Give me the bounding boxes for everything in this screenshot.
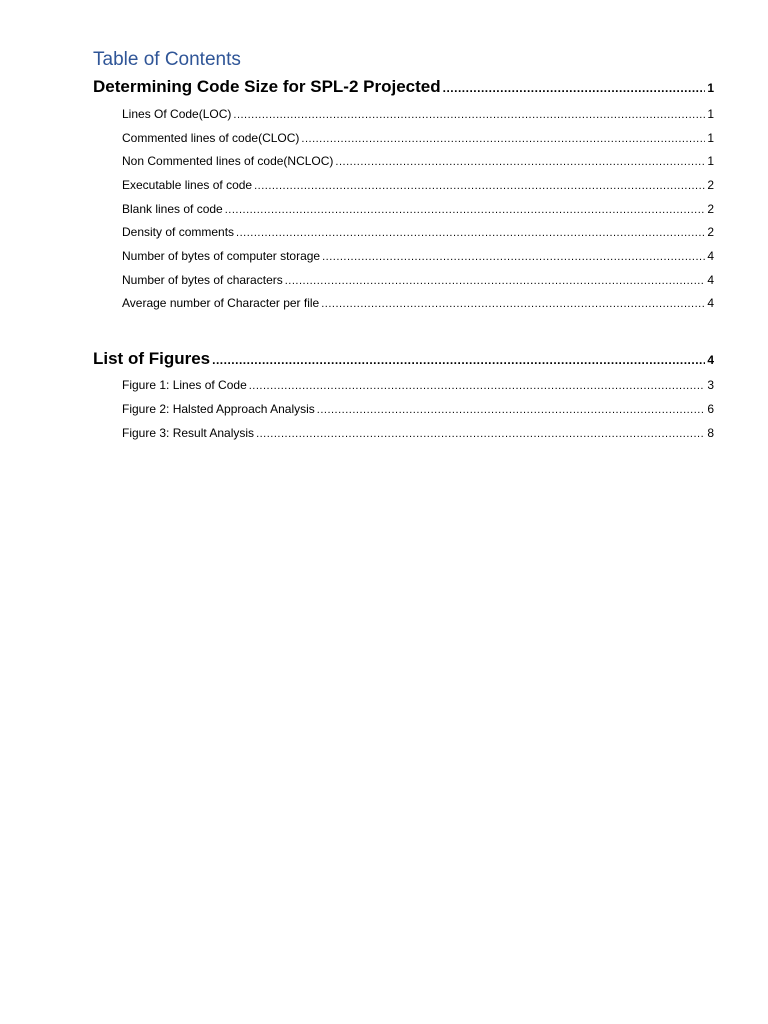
toc-section-list-of-figures[interactable] xyxy=(93,348,714,371)
dot-leader xyxy=(443,77,705,99)
toc-item-blank-lines[interactable] xyxy=(122,201,714,218)
toc-item-figure-2[interactable] xyxy=(122,401,714,418)
toc-item-executable-lines[interactable] xyxy=(122,177,714,194)
toc-item-label: Number of bytes of computer storage xyxy=(122,249,321,263)
toc-item-label: Density of comments xyxy=(122,225,235,239)
toc-section-label: Determining Code Size for SPL-2 Projected xyxy=(93,77,441,96)
dot-leader xyxy=(249,378,705,394)
dot-leader xyxy=(322,249,705,265)
toc-page-number: 4 xyxy=(707,296,714,310)
toc-page-number: 6 xyxy=(707,402,714,416)
dot-leader xyxy=(225,202,705,218)
toc-page-number: 3 xyxy=(707,378,714,392)
toc-item-label: Figure 3: Result Analysis xyxy=(122,426,255,440)
toc-item-figure-1[interactable] xyxy=(122,377,714,394)
toc-page-number: 2 xyxy=(707,225,714,239)
toc-item-label: Average number of Character per file xyxy=(122,296,320,310)
dot-leader xyxy=(212,349,705,371)
toc-item-label: Commented lines of code(CLOC) xyxy=(122,131,300,145)
toc-item-label: Lines Of Code(LOC) xyxy=(122,107,232,121)
toc-page-number: 2 xyxy=(707,178,714,192)
toc-title: Table of Contents xyxy=(93,49,241,70)
dot-leader xyxy=(301,131,705,147)
toc-page-number: 1 xyxy=(707,81,714,95)
dot-leader xyxy=(321,296,705,312)
dot-leader xyxy=(335,154,705,170)
toc-item-label: Executable lines of code xyxy=(122,178,253,192)
toc-item-label: Blank lines of code xyxy=(122,202,223,216)
toc-page-number: 8 xyxy=(707,426,714,440)
toc-section-determining-code-size[interactable] xyxy=(93,76,714,99)
dot-leader xyxy=(317,402,705,418)
toc-item-label: Figure 1: Lines of Code xyxy=(122,378,247,392)
dot-leader xyxy=(285,273,705,289)
toc-page-number: 4 xyxy=(707,273,714,287)
toc-item-ncloc[interactable] xyxy=(122,153,714,170)
toc-page-number: 4 xyxy=(707,249,714,263)
toc-item-label: Figure 2: Halsted Approach Analysis xyxy=(122,402,315,416)
toc-page-number: 1 xyxy=(707,154,714,168)
toc-item-average-characters[interactable] xyxy=(122,295,714,312)
toc-item-density-of-comments[interactable] xyxy=(122,224,714,241)
toc-item-bytes-of-characters[interactable] xyxy=(122,272,714,289)
toc-item-bytes-of-storage[interactable] xyxy=(122,248,714,265)
toc-item-figure-3[interactable] xyxy=(122,425,714,442)
toc-section-label: List of Figures xyxy=(93,349,211,368)
toc-page-number: 1 xyxy=(707,131,714,145)
toc-item-loc[interactable] xyxy=(122,106,714,123)
toc-page-number: 2 xyxy=(707,202,714,216)
toc-page-number: 4 xyxy=(707,353,714,367)
dot-leader xyxy=(254,178,705,194)
toc-item-label: Number of bytes of characters xyxy=(122,273,283,287)
dot-leader xyxy=(236,225,705,241)
toc-item-label: Non Commented lines of code(NCLOC) xyxy=(122,154,334,168)
toc-item-cloc[interactable] xyxy=(122,130,714,147)
dot-leader xyxy=(233,107,705,123)
dot-leader xyxy=(256,426,705,442)
toc-page-number: 1 xyxy=(707,107,714,121)
